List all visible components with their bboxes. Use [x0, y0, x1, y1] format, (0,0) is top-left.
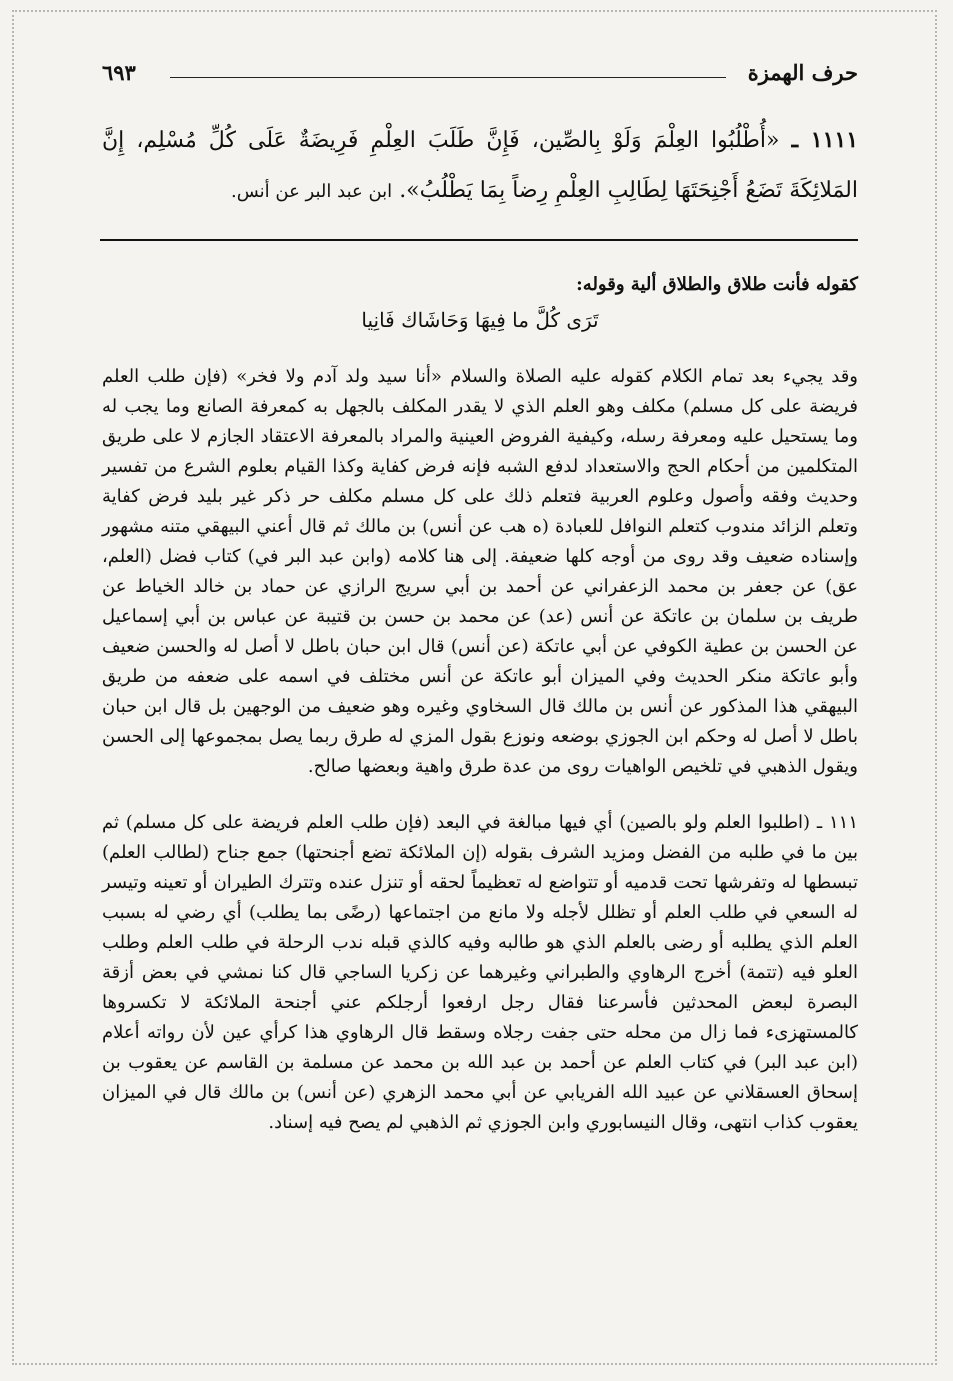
commentary-paragraph-2: ١١١ ـ (اطلبوا العلم ولو بالصين) أي فيها مبالغة في البعد (فإن طلب العلم فريضة على كل مسلم) ثم بين ما في طلبه من الفضل ومزيد الشرف بقوله (إن الملائكة تضع أجنحتها) جمع جناح (لطالب العلم) تبسطها له وتفرشها تحت قدميه أو تتواضع له تعظيماً لحقه أو تنزل عنده وتترك الطيران أو تعينه وتيسر له السعي في طلب العلم أو تظلل لأجله ولا مانع من اجتماعها (رضًى بما يطلب) أي رضي له بسبب العلم الذي يطلبه أو رضى بالعلم الذي هو طالبه وفيه كالذي قبله ندب الرحلة في طلب العلم وطلب العلو فيه (تتمة) أخرج الرهاوي والطبراني وغيرهما عن زكريا الساجي قال كنا نمشي في بعض أزقة البصرة لبعض المحدثين فأسرعنا فقال رجل ارفعوا أرجلكم عني أجنحة الملائكة لا تكسروها كالمستهزىء فما زال من محله حتى جفت رجلاه وسقط قال الرهاوي هذا كرأي عين لأن رواته أعلام (ابن عبد البر) في كتاب العلم عن أحمد بن عبد الله بن محمد عن مسلمة بن القاسم عن يعقوب بن إسحاق العسقلاني عن عبيد الله الفريابي عن أبي محمد الزهري (عن أنس) بن مالك قال في الميزان يعقوب كذاب انتهى، وقال النيسابوري وابن الجوزي ثم الذهبي لم يصح فيه إسناد.	[102, 812, 858, 1133]
hadith-number: ١١١١ ـ	[791, 127, 859, 153]
paragraph-gap	[102, 782, 858, 808]
hadith-source: ابن عبد البر عن أنس.	[230, 181, 393, 202]
running-header	[102, 58, 858, 88]
page-number: ٦٩٣	[102, 60, 136, 85]
hadith-body: «أُطْلُبُوا العِلْمَ وَلَوْ بِالصِّين، فَإِنَّ طَلَبَ العِلْمِ فَرِيضَةٌ عَلَى كُلِّ مُسْلِم، إِنَّ المَلائِكَةَ تَضَعُ أَجْنِحَتَهَا لِطَالِبِ العِلْمِ رِضاً بِمَا يَطْلُبُ».	[102, 128, 858, 203]
section-divider	[100, 239, 858, 241]
hadith-text	[102, 115, 858, 217]
commentary	[102, 270, 858, 1138]
poetry-verse: تَرَى كُلَّ ما فِيهَا وَحَاشَاك فَانِيا	[361, 308, 599, 332]
chapter-title: حرف الهمزة	[747, 60, 858, 85]
header-rule	[170, 77, 726, 78]
commentary-paragraph-1: وقد يجيء بعد تمام الكلام كقوله عليه الصلاة والسلام «أنا سيد ولد آدم ولا فخر» (فإن طلب العلم فريضة على كل مسلم) مكلف وهو العلم الذي لا يقدر المكلف بالجهل به كمعرفة الصانع وما يجب له وما يستحيل عليه ومعرفة رسله، وكيفية الفروض العينية والمراد بالمعرفة الاعتقاد الجازم لا على طريق المتكلمين من أحكام الحج والاستعداد لدفع الشبه فإنه فرض كفاية وكذا القيام بعلوم الشرع من تفسير وحديث وفقه وأصول وعلوم العربية فتعلم ذلك على كل مسلم مكلف حر ذكر غير بليد فرض كفاية وتعلم الزائد مندوب كتعلم النوافل للعبادة (ه هب عن أنس) بن مالك ثم قال أعني البيهقي متنه مشهور وإسناده ضعيف وقد روى من أوجه كلها ضعيفة. إلى هنا كلامه (وابن عبد البر في) كتاب فضل (العلم، عق) عن جعفر بن محمد الزعفراني عن أحمد بن أبي سريج الرازي عن حماد بن خالد الخياط عن طريف بن سلمان بن عاتكة عن أنس (عد) عن محمد بن حسن بن قتيبة عن عباس بن أبي إسماعيل عن الحسن بن عطية الكوفي عن أبي عاتكة (عن أنس) قال ابن حبان باطل لا أصل له والحسن ضعيف وأبو عاتكة منكر الحديث وفي الميزان أبو عاتكة عن أنس مختلف في اسمه على ضعفه من طريق البيهقي هذا المذكور عن أنس بن مالك قال السخاوي وغيره وهو ضعيف من الوجهين بل قال ابن حبان باطل لا أصل له وحكم ابن الجوزي بوضعه ونوزع بقول المزي له طرق ربما يصل بمجموعها إلى الحسن ويقول الذهبي في تلخيص الواهيات روى من عدة طرق واهية وبعضها صالح.	[102, 366, 859, 777]
commentary-intro: كقوله فأنت طلاق والطلاق ألية وقوله:	[576, 274, 858, 295]
